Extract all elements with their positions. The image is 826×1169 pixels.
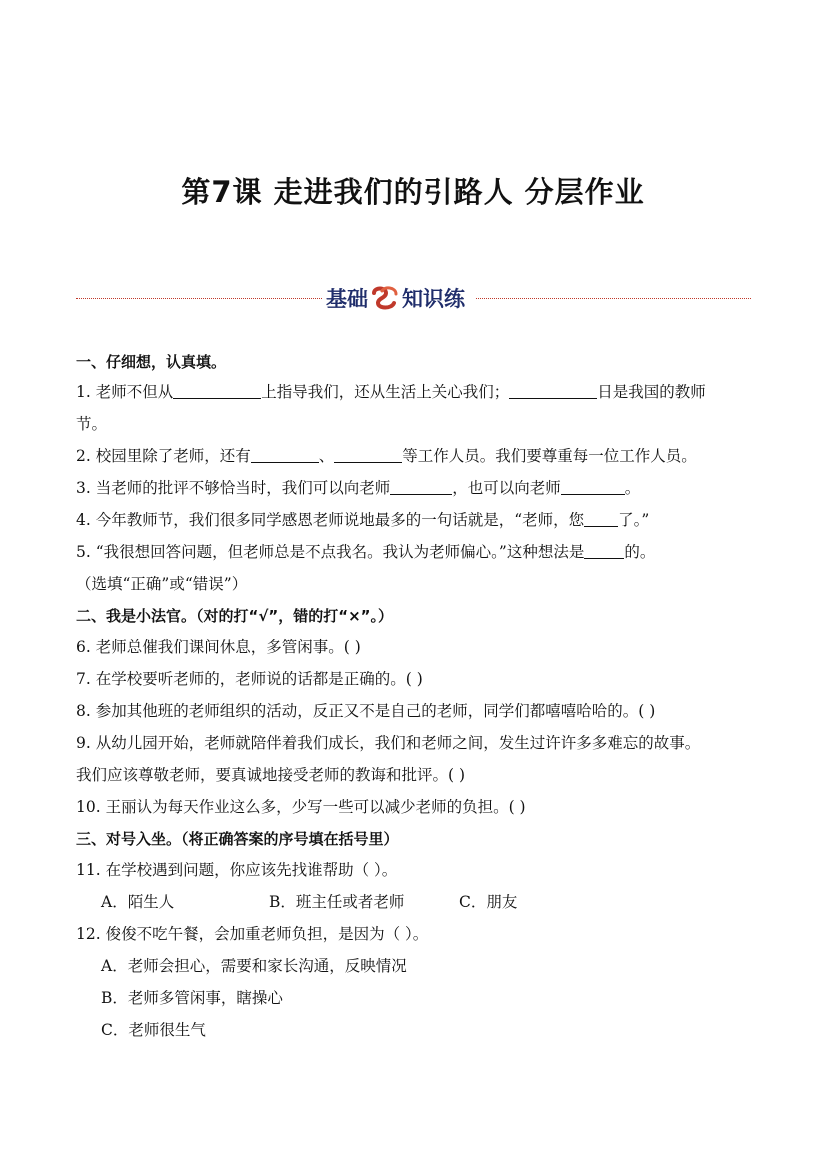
question-10: 10. 王丽认为每天作业这么多，少写一些可以减少老师的负担。( ) bbox=[76, 798, 526, 816]
question-9-line-1: 9. 从幼儿园开始，老师就陪伴着我们成长，我们和老师之间，发生过许许多多难忘的故事。 bbox=[76, 734, 701, 752]
q11-option-a: A．陌生人 bbox=[101, 893, 175, 911]
q3-text-b: ，也可以向老师 bbox=[452, 479, 561, 497]
q2-text-b: 、 bbox=[318, 447, 335, 465]
band-divider-left bbox=[76, 298, 326, 299]
question-11: 11. 在学校遇到问题，你应该先找谁帮助（ ）。 bbox=[76, 861, 398, 879]
q2-blank-1[interactable] bbox=[251, 448, 319, 463]
question-12: 12. 俊俊不吃午餐，会加重老师负担，是因为（ ）。 bbox=[76, 925, 429, 943]
section-banner bbox=[322, 283, 469, 313]
q1-text-b: 上指导我们，还从生活上关心我们； bbox=[261, 383, 510, 401]
q1-blank-1[interactable] bbox=[173, 384, 261, 399]
question-5-line-1 bbox=[76, 542, 655, 562]
link-swirl-icon bbox=[370, 285, 400, 311]
q5-text-a: 5. “我很想回答问题，但老师总是不点我名。我认为老师偏心。”这种想法是 bbox=[76, 543, 585, 561]
q12-option-c: C．老师很生气 bbox=[101, 1021, 206, 1039]
q2-text-a: 2. 校园里除了老师，还有 bbox=[76, 447, 251, 465]
q12-option-a: A．老师会担心，需要和家长沟通，反映情况 bbox=[101, 957, 407, 975]
q4-text-a: 4. 今年教师节，我们很多同学感恩老师说地最多的一句话就是，“老师，您 bbox=[76, 511, 585, 529]
question-2 bbox=[76, 446, 697, 466]
question-9-line-2: 我们应该尊敬老师，要真诚地接受老师的教诲和批评。( ) bbox=[76, 766, 466, 784]
q1-text-a: 1. 老师不但从 bbox=[76, 383, 174, 401]
question-8: 8. 参加其他班的老师组织的活动，反正又不是自己的老师，同学们都嘻嘻哈哈的。( ) bbox=[76, 702, 656, 720]
banner-right-text: 知识练 bbox=[402, 287, 465, 311]
q11-option-b: B．班主任或者老师 bbox=[269, 893, 405, 911]
question-1-line-1 bbox=[76, 382, 706, 402]
q3-blank-1[interactable] bbox=[390, 480, 452, 495]
q3-text-c: 。 bbox=[624, 479, 641, 497]
q1-blank-2[interactable] bbox=[509, 384, 597, 399]
q11-option-c: C．朋友 bbox=[459, 893, 518, 911]
q5-blank[interactable] bbox=[584, 544, 624, 559]
q12-option-b: B．老师多管闲事，瞎操心 bbox=[101, 989, 283, 1007]
question-6: 6. 老师总催我们课间休息，多管闲事。( ) bbox=[76, 638, 361, 656]
q2-blank-2[interactable] bbox=[334, 448, 402, 463]
q4-blank[interactable] bbox=[584, 512, 618, 527]
q2-text-c: 等工作人员。我们要尊重每一位工作人员。 bbox=[402, 447, 697, 465]
q5-text-b: 的。 bbox=[624, 543, 656, 561]
question-5-line-2: （选填“正确”或“错误”） bbox=[76, 575, 248, 593]
page-title: 第7课 走进我们的引路人 分层作业 bbox=[181, 175, 645, 209]
section-3-heading: 三、对号入坐。（将正确答案的序号填在括号里） bbox=[76, 830, 399, 848]
question-1-line-2: 节。 bbox=[76, 415, 108, 433]
q1-text-c: 日是我国的教师 bbox=[597, 383, 706, 401]
section-1-heading: 一、仔细想，认真填。 bbox=[76, 353, 227, 371]
q3-text-a: 3. 当老师的批评不够恰当时，我们可以向老师 bbox=[76, 479, 391, 497]
question-7: 7. 在学校要听老师的，老师说的话都是正确的。( ) bbox=[76, 670, 423, 688]
section-2-heading: 二、我是小法官。（对的打“√”，错的打“×”。） bbox=[76, 607, 394, 625]
q3-blank-2[interactable] bbox=[561, 480, 625, 495]
question-3 bbox=[76, 478, 640, 498]
question-4 bbox=[76, 510, 649, 530]
q4-text-b: 了。” bbox=[618, 511, 650, 529]
band-divider-right bbox=[476, 298, 751, 299]
banner-left-text: 基础 bbox=[326, 287, 368, 311]
